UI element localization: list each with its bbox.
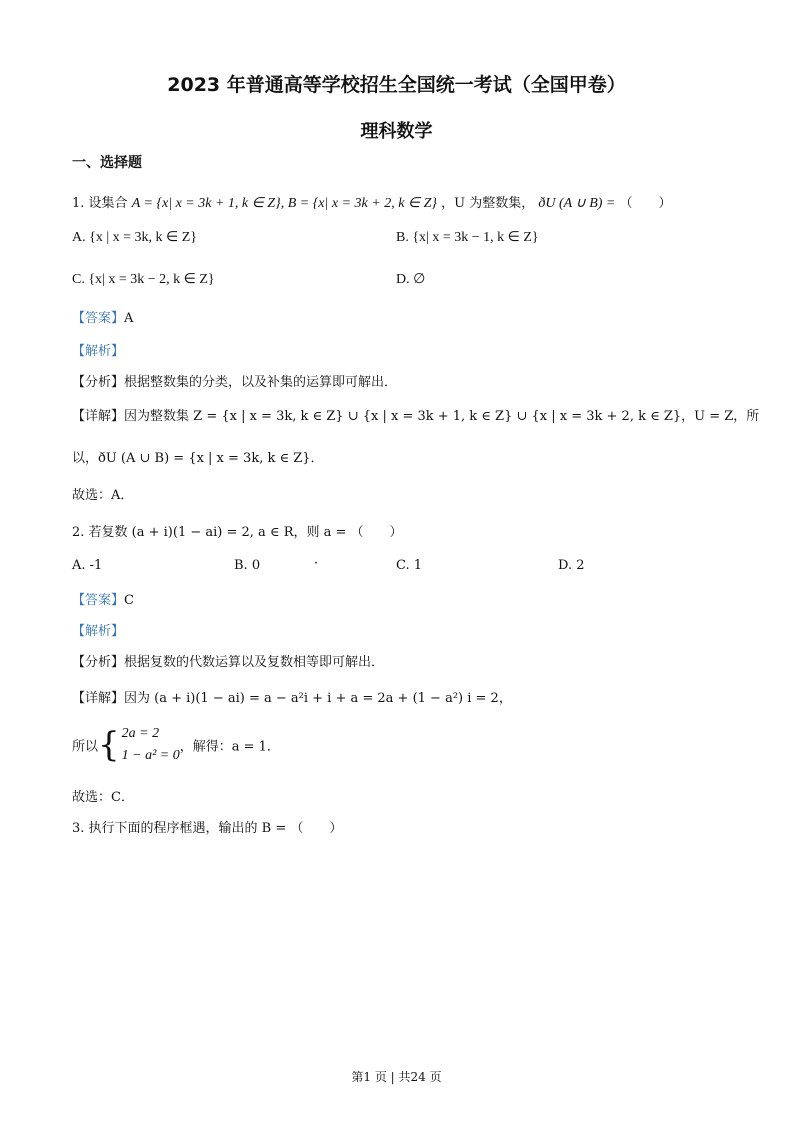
q2-xiangjie-line bbox=[72, 687, 512, 706]
q1-jiexi-tag: 【解析】 bbox=[72, 344, 125, 359]
q1-answer-tag: 【答案】 bbox=[72, 311, 125, 326]
q2-fenxi-line bbox=[72, 651, 384, 670]
q2-xiangjie-tag: 【详解】 bbox=[72, 691, 125, 706]
q2-eq2: 1 − a² = 0 bbox=[121, 748, 180, 763]
q2-equation-system bbox=[122, 723, 180, 767]
q1-stem-prefix: 1. 设集合 bbox=[72, 196, 128, 211]
q2-option-b: B. 0 bbox=[234, 558, 261, 573]
q1-option-d: D. ∅ bbox=[396, 272, 426, 287]
q2-option-a: A. -1 bbox=[72, 558, 103, 573]
q1-xiangjie-1: 因为整数集 Z = {x | x = 3k, k ∈ Z} ∪ {x | x = 3k + 1, k ∈ Z} ∪ {x | x = 3k + 2, k ∈ Z}，U = Z，所 bbox=[124, 409, 760, 424]
page-subtitle: 理科数学 bbox=[360, 121, 433, 142]
q1-answer: A bbox=[124, 311, 134, 326]
q1-fenxi: 根据整数集的分类，以及补集的运算即可解出． bbox=[124, 375, 398, 390]
q1-fenxi-line bbox=[72, 371, 397, 390]
q2-xiangjie-1: 因为 (a + i)(1 − ai) = a − a²i + i + a = 2a + (1 − a²) i = 2， bbox=[124, 691, 512, 706]
q1-option-b: B. {x| x = 3k − 1, k ∈ Z} bbox=[396, 230, 539, 245]
section-heading: 一、选择题 bbox=[72, 155, 142, 171]
q1-stem-math: A = {x| x = 3k + 1, k ∈ Z}, B = {x| x = 3k + 2, k ∈ Z} bbox=[131, 196, 437, 211]
q2-fenxi: 根据复数的代数运算以及复数相等即可解出． bbox=[124, 655, 385, 670]
q2-guxuan: 故选：C． bbox=[72, 790, 134, 805]
q1-xiangjie-line-1 bbox=[72, 405, 759, 424]
page-title: 2023 年普通高等学校招生全国统一考试（全国甲卷） bbox=[167, 74, 626, 96]
q2-option-c: C. 1 bbox=[396, 558, 423, 573]
q1-xiangjie-tag: 【详解】 bbox=[72, 409, 125, 424]
q1-fenxi-tag: 【分析】 bbox=[72, 375, 125, 390]
question-1-stem bbox=[72, 192, 672, 212]
page-footer: 第1 页 | 共24 页 bbox=[351, 1070, 442, 1084]
q1-option-a: A. {x | x = 3k, k ∈ Z} bbox=[72, 230, 197, 245]
q2-jiexi-line bbox=[72, 620, 124, 639]
q2-answer-tag: 【答案】 bbox=[72, 593, 125, 608]
q2-eq1: 2a = 2 bbox=[121, 726, 160, 741]
q2-jiexi-tag: 【解析】 bbox=[72, 624, 125, 639]
q2-stray-dot: · bbox=[314, 556, 319, 571]
q1-answer-line bbox=[72, 307, 133, 326]
q1-stem-mid: ，U 为整数集， bbox=[441, 196, 535, 211]
question-2-stem: 2. 若复数 (a + i)(1 − ai) = 2, a ∈ R，则 a = （ ） bbox=[72, 525, 403, 540]
q2-suoyi: 所以 bbox=[72, 739, 99, 755]
q2-answer-line bbox=[72, 589, 134, 608]
q2-answer: C bbox=[124, 593, 134, 608]
q1-stem-paren: （ ） bbox=[619, 196, 672, 211]
question-3-stem: 3. 执行下面的程序框遇，输出的 B = （ ） bbox=[72, 821, 343, 836]
q1-stem-math2: ðU (A ∪ B) = bbox=[538, 196, 616, 211]
q1-option-c: C. {x| x = 3k − 2, k ∈ Z} bbox=[72, 272, 215, 287]
q1-xiangjie-line-2: 以，ðU (A ∪ B) = {x | x = 3k, k ∈ Z}． bbox=[72, 451, 324, 466]
q1-guxuan: 故选：A． bbox=[72, 488, 134, 503]
q1-jiexi-line bbox=[72, 340, 124, 359]
brace-symbol: { bbox=[98, 725, 120, 765]
q2-fenxi-tag: 【分析】 bbox=[72, 655, 125, 670]
q2-jiede: ，解得：a = 1． bbox=[179, 739, 280, 755]
q2-option-d: D. 2 bbox=[558, 558, 585, 573]
q2-system-line bbox=[72, 723, 280, 767]
